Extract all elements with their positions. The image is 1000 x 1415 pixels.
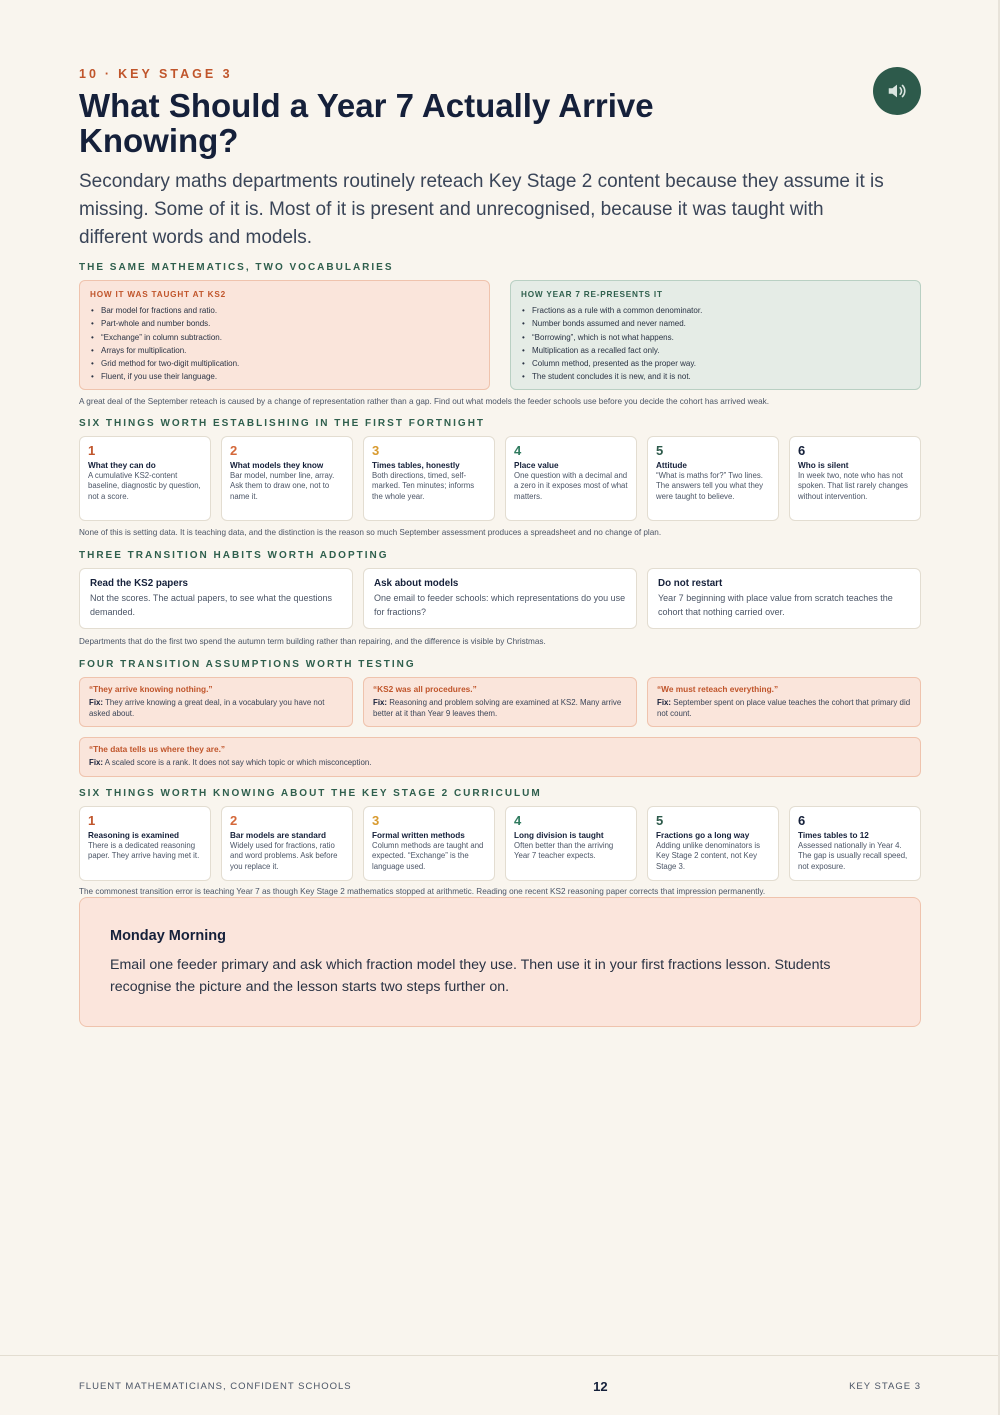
fortnight-heading: SIX THINGS WORTH ESTABLISHING IN THE FIRST FORTNIGHT (79, 418, 486, 429)
page-footer (79, 1377, 921, 1395)
card-title: What they can do (88, 461, 156, 470)
y7-vocab-box (510, 280, 921, 390)
fix-text: A scaled score is a rank. It does not say which topic or which misconception. (104, 758, 372, 767)
curriculum-card (505, 806, 637, 881)
list-item: • Fluent, if you use their language. (90, 370, 479, 383)
list-item: • Number bonds assumed and never named. (521, 317, 910, 330)
list-item: • Arrays for multiplication. (90, 344, 479, 357)
fix-label: Fix: (657, 698, 672, 707)
assumption-card (79, 677, 353, 727)
assumption-card (647, 677, 921, 727)
card-body: Widely used for fractions, ratio and word problems. Ask before you replace it. (230, 841, 338, 871)
kicker-separator: · (104, 67, 113, 81)
curriculum-card (647, 806, 779, 881)
vocab-heading: THE SAME MATHEMATICS, TWO VOCABULARIES (79, 262, 394, 273)
fortnight-note: None of this is setting data. It is teaching data, and the distinction is the reason so much September assessment produces a spreadsheet and no change of plan. (79, 528, 662, 537)
list-item: • Bar model for fractions and ratio. (90, 304, 479, 317)
card-body: A cumulative KS2-content baseline, diagnostic by question, not a score. (88, 471, 201, 501)
card-title: Times tables to 12 (798, 831, 869, 840)
section-name: KEY STAGE 3 (118, 67, 233, 81)
habit-card (647, 568, 921, 629)
assumption-fix (657, 697, 911, 719)
card-body: In week two, note who has not spoken. That list rarely changes without intervention. (798, 471, 908, 501)
card-number: 5 (656, 443, 664, 458)
y7-vocab-list (521, 304, 910, 384)
list-item: • Fractions as a rule with a common denominator. (521, 304, 910, 317)
fix-label: Fix: (373, 698, 388, 707)
ks2-vocab-box (79, 280, 490, 390)
section-kicker (79, 67, 233, 81)
section-number: 10 (79, 67, 99, 81)
card-number: 1 (88, 813, 96, 828)
card-body: Both directions, timed, self-marked. Ten minutes; informs the whole year. (372, 471, 475, 501)
fortnight-card (789, 436, 921, 521)
assumption-quote: “They arrive knowing nothing.” (89, 684, 213, 694)
card-body: Assessed nationally in Year 4. The gap is usually recall speed, not exposure. (798, 841, 908, 871)
card-body: Adding unlike denominators is Key Stage 2 content, not Key Stage 3. (656, 841, 761, 871)
fix-text: Reasoning and problem solving are examined at KS2. Many arrive better at it than Year 9 leaves them. (373, 698, 622, 718)
curriculum-heading: SIX THINGS WORTH KNOWING ABOUT THE KEY STAGE 2 CURRICULUM (79, 788, 542, 799)
card-title: Bar models are standard (230, 831, 327, 840)
callout-body: Email one feeder primary and ask which fraction model they use. Then use it in your first fractions lesson. Students recognise the picture and the lesson starts two steps further on. (110, 957, 831, 995)
card-body: Bar model, number line, array. Ask them to draw one, not to name it. (230, 471, 335, 501)
curriculum-card (363, 806, 495, 881)
card-number: 3 (372, 443, 380, 458)
y7-vocab-title: HOW YEAR 7 RE-PRESENTS IT (521, 290, 663, 299)
fix-label: Fix: (89, 698, 104, 707)
card-body: Column methods are taught and expected. “Exchange” is the language used. (372, 841, 484, 871)
card-title: Reasoning is examined (88, 831, 180, 840)
assumptions-row (79, 737, 921, 777)
list-item: • Multiplication as a recalled fact only. (521, 344, 910, 357)
assumption-fix (373, 697, 627, 719)
card-number: 4 (514, 443, 522, 458)
habit-title: Read the KS2 papers (90, 578, 189, 589)
footer-section: KEY STAGE 3 (849, 1380, 921, 1392)
habit-title: Ask about models (374, 578, 459, 589)
assumption-quote: “KS2 was all procedures.” (373, 684, 477, 694)
card-number: 6 (798, 443, 806, 458)
ks2-vocab-title: HOW IT WAS TAUGHT AT KS2 (90, 290, 226, 299)
card-body: There is a dedicated reasoning paper. They arrive having met it. (88, 841, 200, 861)
card-body: “What is maths for?” Two lines. The answers tell you what they were taught to believe. (656, 471, 764, 501)
habit-body: Year 7 beginning with place value from scratch teaches the cohort that nothing carried over. (658, 593, 893, 617)
speaker-icon (886, 80, 908, 102)
assumption-card (363, 677, 637, 727)
curriculum-cards (79, 806, 921, 881)
card-title: Who is silent (798, 461, 849, 470)
footer-divider (0, 1355, 1000, 1356)
assumptions-row (79, 677, 921, 727)
card-number: 5 (656, 813, 664, 828)
habits-heading: THREE TRANSITION HABITS WORTH ADOPTING (79, 550, 389, 561)
habit-title: Do not restart (658, 578, 723, 589)
card-body: Often better than the arriving Year 7 teacher expects. (514, 841, 614, 861)
lead-paragraph: Secondary maths departments routinely reteach Key Stage 2 content because they assume it is missing. Some of it is. Most of it is present and unrecognised, because it was taught with different words and models. (79, 171, 884, 248)
fortnight-cards (79, 436, 921, 521)
card-title: Place value (514, 461, 559, 470)
fix-text: They arrive knowing a great deal, in a vocabulary you have not asked about. (89, 698, 325, 718)
card-number: 4 (514, 813, 522, 828)
habits-row (79, 568, 921, 629)
callout-title: Monday Morning (110, 928, 226, 944)
assumptions-heading: FOUR TRANSITION ASSUMPTIONS WORTH TESTING (79, 659, 416, 670)
fortnight-card (647, 436, 779, 521)
audio-button[interactable] (873, 67, 921, 115)
habit-body: Not the scores. The actual papers, to see what the questions demanded. (90, 593, 332, 617)
vocab-note: A great deal of the September reteach is caused by a change of representation rather than a gap. Find out what models the feeder schools use before you decide the cohort has arrived weak. (79, 397, 769, 406)
assumption-fix (89, 757, 911, 768)
fortnight-card (221, 436, 353, 521)
habit-card (363, 568, 637, 629)
card-number: 1 (88, 443, 96, 458)
curriculum-card (221, 806, 353, 881)
fortnight-card (363, 436, 495, 521)
curriculum-card (79, 806, 211, 881)
card-title: Formal written methods (372, 831, 465, 840)
assumption-quote: “We must reteach everything.” (657, 684, 779, 694)
card-number: 3 (372, 813, 380, 828)
card-number: 2 (230, 813, 238, 828)
page-title: What Should a Year 7 Actually Arrive Knowing? (79, 87, 654, 159)
monday-morning-callout (79, 897, 921, 1027)
curriculum-card (789, 806, 921, 881)
card-number: 2 (230, 443, 238, 458)
list-item: • Grid method for two-digit multiplication. (90, 357, 479, 370)
assumption-quote: “The data tells us where they are.” (89, 744, 226, 754)
habits-note: Departments that do the first two spend the autumn term building rather than repairing, and the difference is visible by Christmas. (79, 637, 546, 646)
card-number: 6 (798, 813, 806, 828)
fortnight-card (505, 436, 637, 521)
ks2-vocab-list (90, 304, 479, 384)
card-title: Fractions go a long way (656, 831, 750, 840)
fix-text: September spent on place value teaches the cohort that primary did not count. (657, 698, 911, 718)
card-title: Long division is taught (514, 831, 604, 840)
list-item: • Column method, presented as the proper way. (521, 357, 910, 370)
card-title: Attitude (656, 461, 687, 470)
card-title: What models they know (230, 461, 324, 470)
list-item: • Part-whole and number bonds. (90, 317, 479, 330)
fortnight-card (79, 436, 211, 521)
fix-label: Fix: (89, 758, 104, 767)
assumption-fix (89, 697, 343, 719)
page-number: 12 (593, 1378, 608, 1394)
curriculum-note: The commonest transition error is teaching Year 7 as though Key Stage 2 mathematics stopped at arithmetic. Reading one recent KS2 reasoning paper corrects that impression permanently. (79, 887, 766, 896)
list-item: • “Exchange” in column subtraction. (90, 331, 479, 344)
card-body: One question with a decimal and a zero in it exposes most of what matters. (514, 471, 628, 501)
habit-card (79, 568, 353, 629)
list-item: • “Borrowing”, which is not what happens. (521, 331, 910, 344)
card-title: Times tables, honestly (372, 461, 460, 470)
habit-body: One email to feeder schools: which representations do you use for fractions? (374, 593, 626, 617)
footer-book-title: FLUENT MATHEMATICIANS, CONFIDENT SCHOOLS (79, 1380, 352, 1392)
list-item: • The student concludes it is new, and it is not. (521, 370, 910, 383)
assumption-card (79, 737, 921, 777)
